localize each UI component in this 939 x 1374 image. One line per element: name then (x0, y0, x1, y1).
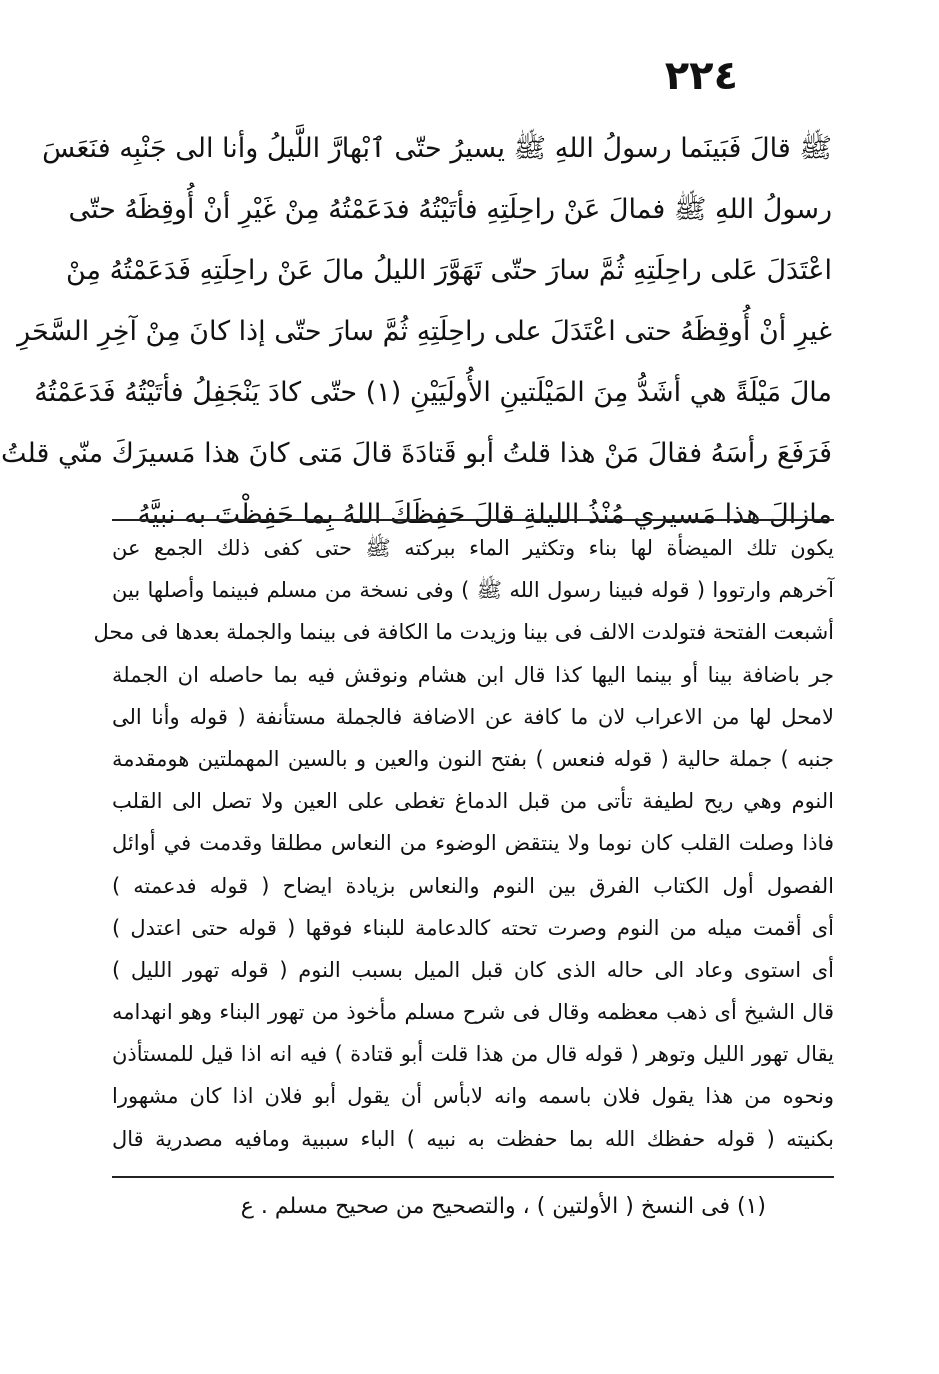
commentary-line: جنبه ) جملة حالية ( قوله فنعس ) بفتح النون والعين و بالسين المهملتين هومقدمة (112, 746, 834, 771)
commentary-line: أى أقمت ميله من النوم وصرت تحته كالدعامة للبناء فوقها ( قوله حتى اعتدل ) (112, 915, 834, 940)
page-number: ٢٢٤ (664, 53, 738, 99)
main-text-line: غيرِ أنْ أُوقِظَهُ حتى اعْتَدَلَ على راحِلَتِهِ ثُمَّ سارَ حتّى إذا كانَ مِنْ آخِرِ السَّحَرِ (17, 316, 832, 347)
main-text-line: ﷺ قالَ فَبَينَما رسولُ اللهِ ﷺ يسيرُ حتّى ٱبْهارَّ اللَّيلُ وأنا الى جَنْبِه فنَعَسَ (42, 133, 832, 164)
commentary-line: يقال تهور الليل وتوهر ( قوله قال من هذا قلت أبو قتادة ) فيه انه اذا قيل للمستأذن (112, 1042, 834, 1067)
commentary-line: فاذا وصلت القلب كان نوما ولا ينتقض الوضوء من النعاس مطلقا وقدمت في أوائل (112, 831, 834, 856)
main-text-line: رسولُ اللهِ ﷺ فمالَ عَنْ راحِلَتِهِ فأتَيْتُهُ فدَعَمْتُهُ مِنْ غَيْرِ أنْ أُوقِظَهُ حتّى (68, 194, 832, 225)
commentary-line: أشبعت الفتحة فتولدت الالف فى بينا وزيدت ما الكافة فى بينما والجملة بعدها فى محل (93, 620, 834, 645)
commentary-line: يكون تلك الميضأة لها بناء وتكثير الماء ببركته ﷺ حتى كفى ذلك الجمع عن (112, 536, 834, 560)
commentary-line: النوم وهي ريح لطيفة تأتى من قبل الدماغ تغطى على العين ولا تصل الى القلب (112, 789, 834, 814)
commentary-line: جر باضافة بينا أو بينما اليها كذا قال ابن هشام ونوقش فيه بما حاصله ان الجملة (112, 662, 834, 687)
main-text (1, 118, 832, 545)
commentary-line: قال الشيخ أى ذهب معظمه وقال فى شرح مسلم مأخوذ من تهور البناء وهو انهدامه (112, 1000, 834, 1025)
footnote: (١) فى النسخ ( الأولتين ) ، والتصحيح من صحيح مسلم . ع (240, 1194, 766, 1219)
footnote-rule (112, 1176, 834, 1178)
main-text-line: فَرَفَعَ رأسَهُ فقالَ مَنْ هذا قلتُ أبو قَتادَةَ قالَ مَتى كانَ هذا مَسيرَكَ منّي قلتُ (1, 438, 832, 469)
separator-rule (112, 519, 834, 521)
commentary-line: بكنيته ( قوله حفظك الله بما حفظت به نبيه ) الباء سببية ومافيه مصدرية قال (112, 1126, 834, 1151)
main-text-line: اعْتَدَلَ عَلى راحِلَتِهِ ثُمَّ سارَ حتّى تَهَوَّرَ الليلُ مالَ عَنْ راحِلَتِهِ فَدَعَمْتُهُ مِنْ (65, 255, 832, 286)
commentary-line: ونحوه من هذا يقول فلان باسمه وانه لابأس أن يقول أبو فلان اذا كان مشهورا (112, 1084, 834, 1109)
commentary (93, 527, 834, 1160)
commentary-line: لامحل لها من الاعراب لان ما كافة عن الاضافة فالجملة مستأنفة ( قوله وأنا الى (112, 704, 834, 729)
commentary-line: أى استوى وعاد الى حاله الذى كان قبل الميل بسبب النوم ( قوله تهور الليل ) (112, 957, 834, 982)
commentary-line: آخرهم وارتووا ( قوله فبينا رسول الله ﷺ ) وفى نسخة من مسلم فبينما وأصلها بين (112, 578, 834, 603)
main-text-line: مازالَ هذا مَسيري مُنْذُ الليلةِ قالَ حَفِظَكَ اللهُ بِما حَفِظْتَ به نبيَّهُ (137, 499, 832, 530)
commentary-line: الفصول أول الكتاب الفرق بين النوم والنعاس بزيادة ايضاح ( قوله فدعمته ) (112, 873, 834, 898)
main-text-line: مالَ مَيْلَةً هي أشَدُّ مِنَ المَيْلَتينِ الأُولَيَيْنِ (١) حتّى كادَ يَنْجَفِلُ فأتَيْتُهُ فَدَعَمْتُهُ (34, 377, 832, 408)
